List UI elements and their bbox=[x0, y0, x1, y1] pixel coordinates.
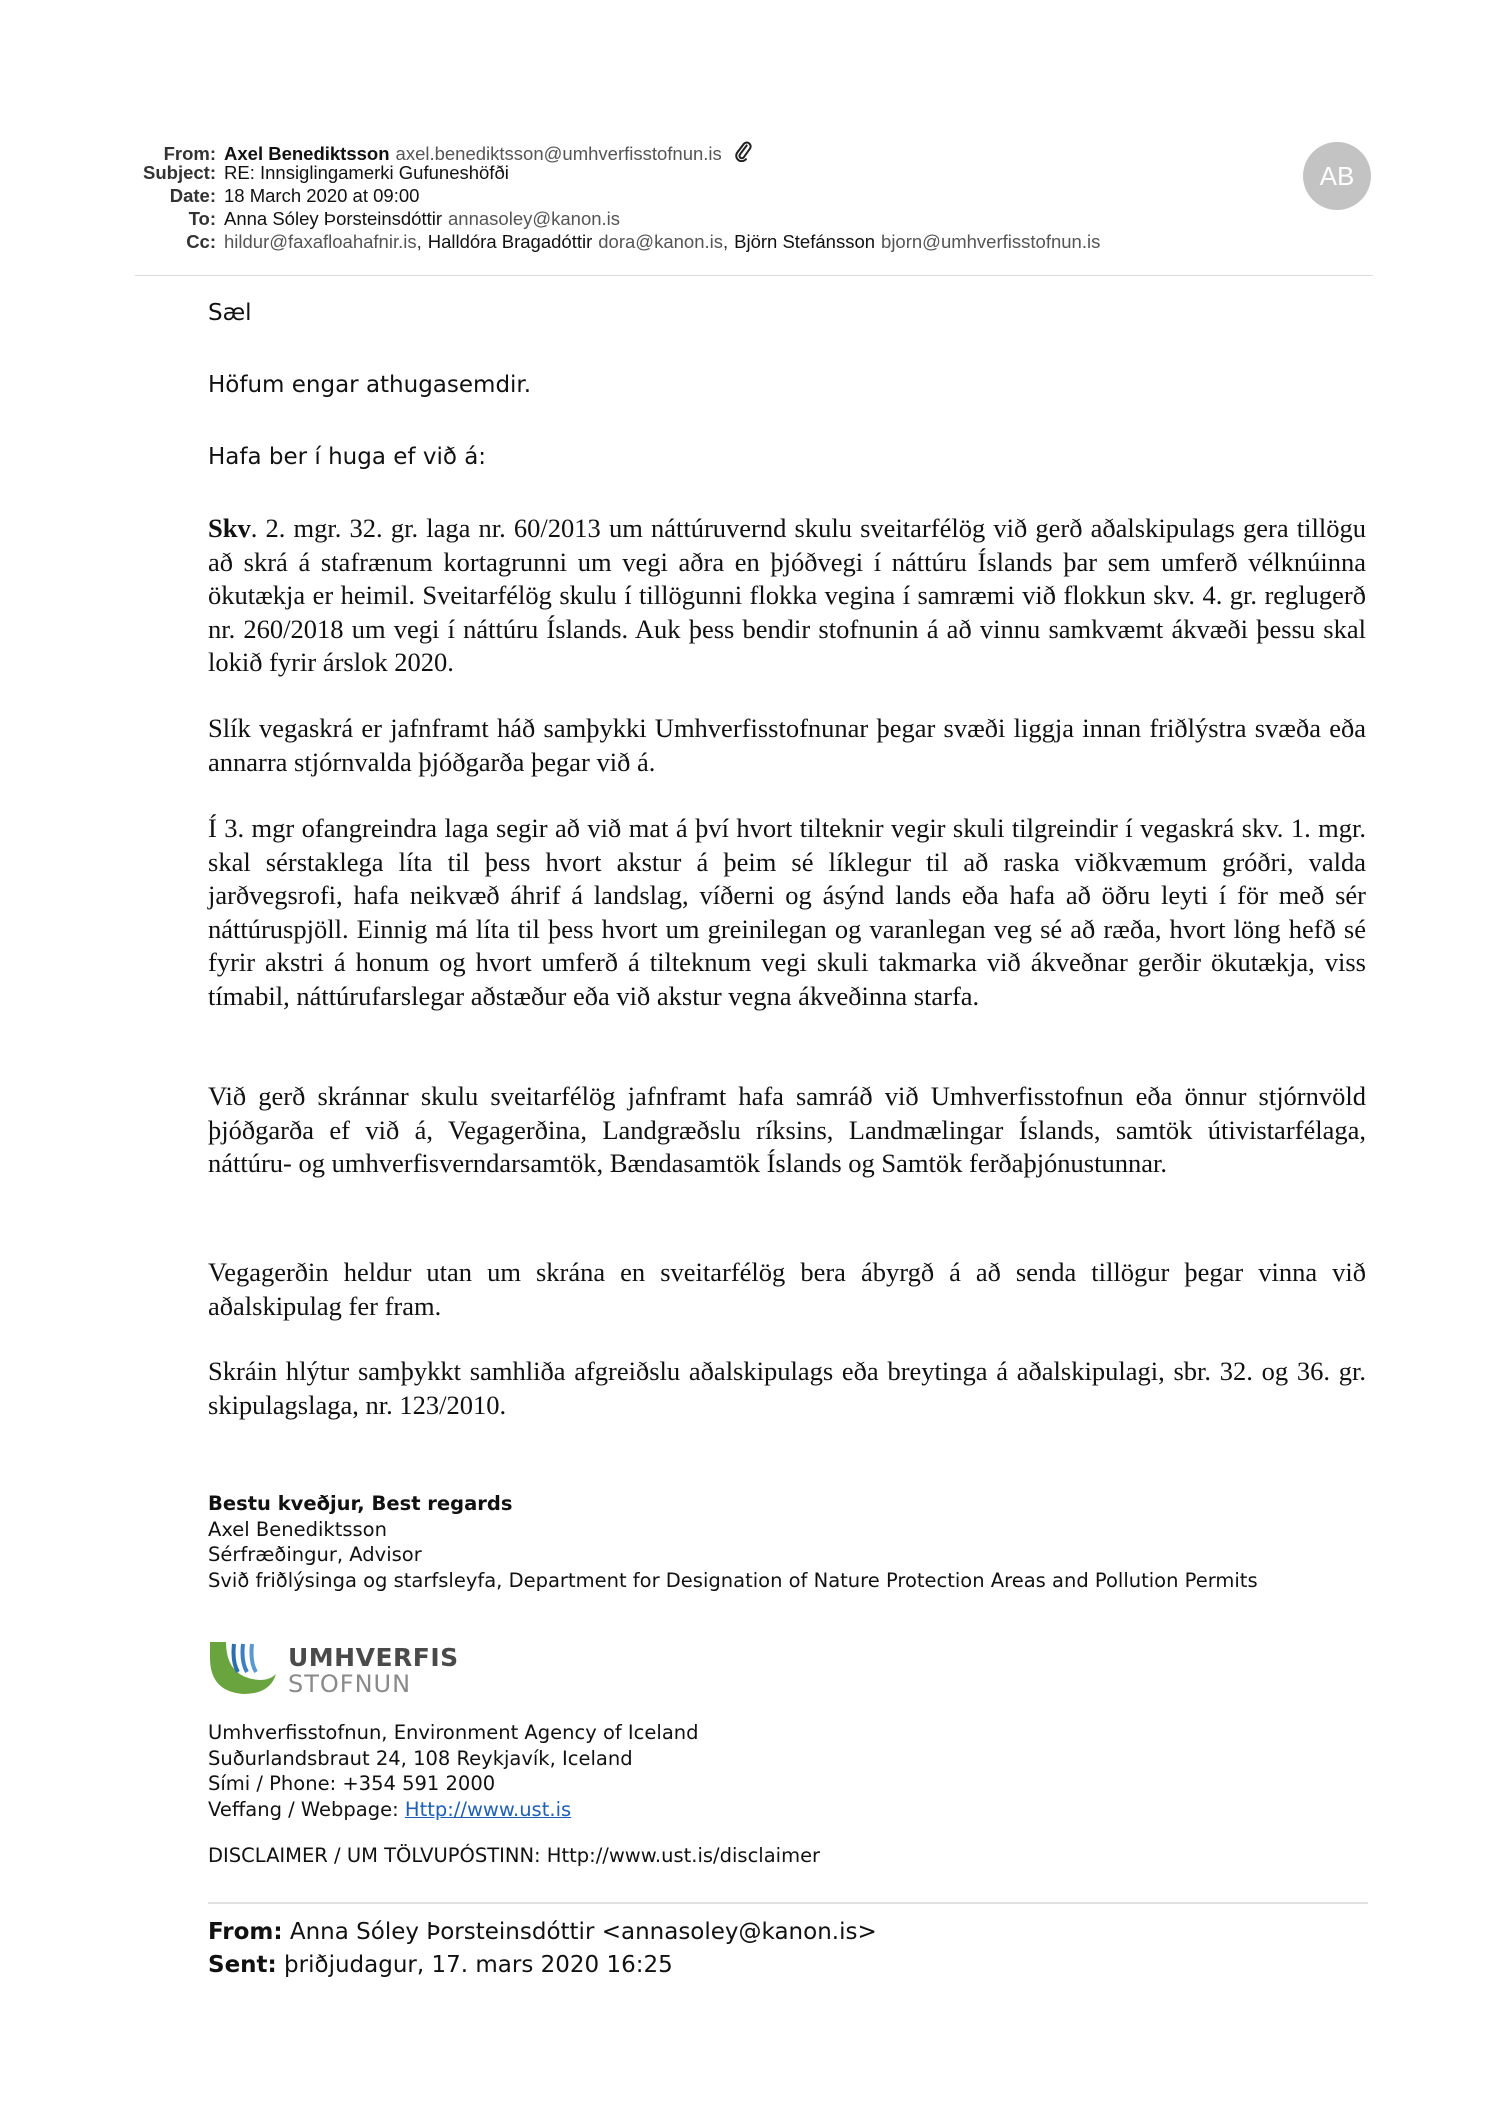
body-paragraph: Skráin hlýtur samþykkt samhliða afgreiðslu aðalskipulags eða breytinga á aðalskipulagi, sbr. 32. og 36. gr. skipulagslaga, nr. 123/2010. bbox=[208, 1356, 1366, 1420]
webpage-row bbox=[208, 1797, 699, 1823]
logo-mark-icon bbox=[208, 1640, 280, 1696]
recipient-email[interactable]: annasoley@kanon.is bbox=[448, 208, 621, 229]
quoted-header bbox=[208, 1916, 877, 1982]
subject-row bbox=[120, 161, 1380, 184]
closing: Bestu kveðjur, Best regards bbox=[208, 1492, 513, 1515]
recipient-name[interactable]: Anna Sóley Þorsteinsdóttir bbox=[224, 208, 443, 229]
avatar: AB bbox=[1303, 142, 1371, 210]
greeting: Sæl bbox=[208, 300, 252, 326]
bold-abbrev: Skv bbox=[208, 513, 251, 543]
address: Suðurlandsbraut 24, 108 Reykjavík, Iceland bbox=[208, 1746, 633, 1770]
webpage-label: Veffang / Webpage: bbox=[208, 1797, 405, 1821]
quoted-sent-label: Sent: bbox=[208, 1952, 277, 1978]
cc-row: Cc: hildur@faxafloahafnir.is , Halldóra Bragadóttir dora@kanon.is , Björn Stefánsson bjorn@umhverfisstofnun.is bbox=[120, 230, 1380, 253]
quoted-from-label: From: bbox=[208, 1919, 283, 1945]
date-row bbox=[120, 184, 1380, 207]
org-name: Umhverfisstofnun, Environment Agency of Iceland bbox=[208, 1721, 699, 1744]
disclaimer: DISCLAIMER / UM TÖLVUPÓSTINN: Http://www.ust.is/disclaimer bbox=[208, 1844, 821, 1867]
contact-info bbox=[208, 1720, 699, 1822]
sender-name[interactable]: Axel Benediktsson bbox=[224, 143, 390, 164]
header-divider bbox=[135, 275, 1373, 276]
webpage-link[interactable]: Http://www.ust.is bbox=[404, 1797, 572, 1821]
body-paragraph bbox=[208, 512, 1366, 680]
signature-name: Axel Benediktsson bbox=[208, 1517, 387, 1541]
logo-text: UMHVERFIS bbox=[288, 1643, 459, 1672]
to-label: To: bbox=[188, 208, 216, 229]
cc-label: Cc: bbox=[186, 231, 216, 252]
cc-name[interactable]: Björn Stefánsson bbox=[734, 231, 876, 252]
date-value: 18 March 2020 at 09:00 bbox=[224, 185, 420, 206]
cc-email[interactable]: bjorn@umhverfisstofnun.is bbox=[881, 231, 1101, 252]
sender-email[interactable]: axel.benediktsson@umhverfisstofnun.is bbox=[395, 143, 722, 164]
body-paragraph: Slík vegaskrá er jafnframt háð samþykki Umhverfisstofnunar þegar svæði liggja innan friðlýstra svæða eða annarra stjórnvalda þjóðgarða þegar við á. bbox=[208, 713, 1366, 777]
signature bbox=[208, 1491, 1338, 1593]
paperclip-icon[interactable] bbox=[732, 140, 754, 162]
logo-text: STOFNUN bbox=[288, 1670, 412, 1698]
cc-email[interactable]: hildur@faxafloahafnir.is bbox=[224, 231, 417, 252]
phone: Sími / Phone: +354 591 2000 bbox=[208, 1772, 496, 1795]
signature-title: Sérfræðingur, Advisor bbox=[208, 1543, 422, 1566]
to-row bbox=[120, 207, 1380, 230]
subject-value: RE: Innsiglingamerki Gufuneshöfði bbox=[224, 162, 509, 183]
body-line: Hafa ber í huga ef við á: bbox=[208, 444, 487, 470]
cc-name[interactable]: Halldóra Bragadóttir bbox=[427, 231, 593, 252]
quoted-sent-value: þriðjudagur, 17. mars 2020 16:25 bbox=[276, 1952, 673, 1978]
body-line: Höfum engar athugasemdir. bbox=[208, 372, 532, 398]
quoted-from-value: Anna Sóley Þorsteinsdóttir <annasoley@kanon.is> bbox=[282, 1919, 877, 1945]
quoted-sent-row bbox=[208, 1949, 877, 1982]
subject-label: Subject: bbox=[143, 162, 216, 183]
cc-email[interactable]: dora@kanon.is bbox=[598, 231, 723, 252]
email-header bbox=[120, 138, 1380, 253]
from-label: From: bbox=[163, 143, 216, 164]
paragraph-text: . 2. mgr. 32. gr. laga nr. 60/2013 um náttúruvernd skulu sveitarfélög við gerð aðalskipulags gera tillögu að skrá á stafrænum kortagrunni um vegi aðra en þjóðvegi í náttúru Íslands þar sem umferð vélknúinna ökutækja er heimil. Sveitarfélög skulu í tillögunni flokka vegina í samræmi við flokkun skv. 4. gr. reglugerð nr. 260/2018 um vegi í náttúru Íslands. Auk þess bendir stofnunin á að vinnu samkvæmt ákvæði þessu skal lokið fyrir árslok 2020. bbox=[208, 513, 1366, 678]
body-paragraph: Í 3. mgr ofangreindra laga segir að við mat á því hvort tilteknir vegir skuli tilgreindir í vegaskrá skv. 1. mgr. skal sérstaklega líta til þess hvort akstur á þeim sé líklegur til að raska viðkvæmum gróðri, valda jarðvegsrofi, hafa neikvæð áhrif á landslag, víðerni og ásýnd lands eða hafa að öðru leyti í för með sér náttúruspjöll. Einnig má líta til þess hvort um greinilegan og varanlegan veg sé að ræða, hvort löng hefð sé fyrir akstri á honum og hvort umferð á tilteknum vegi skuli takmarka við ákveðnar gerðir ökutækja, viss tímabil, náttúrufarslegar aðstæður eða við akstur vegna ákveðinna starfa. bbox=[208, 813, 1366, 1011]
org-logo bbox=[208, 1640, 458, 1700]
body-paragraph: Við gerð skránnar skulu sveitarfélög jafnframt hafa samráð við Umhverfisstofnun eða önnur stjórnvöld þjóðgarða ef við á, Vegagerðina, Landgræðslu ríksins, Landmælingar Íslands, samtök útivistarfélaga, náttúru- og umhverfisverndarsamtök, Bændasamtök Íslands og Samtök ferðaþjónustunnar. bbox=[208, 1081, 1366, 1179]
quote-divider bbox=[208, 1902, 1368, 1904]
date-label: Date: bbox=[169, 185, 216, 206]
body-paragraph: Vegagerðin heldur utan um skrána en sveitarfélög bera ábyrgð á að senda tillögur þegar vinna við aðalskipulag fer fram. bbox=[208, 1257, 1366, 1321]
signature-department: Svið friðlýsinga og starfsleyfa, Department for Designation of Nature Protection Areas and Pollution Permits bbox=[208, 1568, 1258, 1592]
quoted-from-row bbox=[208, 1916, 877, 1949]
from-row bbox=[120, 138, 1380, 164]
